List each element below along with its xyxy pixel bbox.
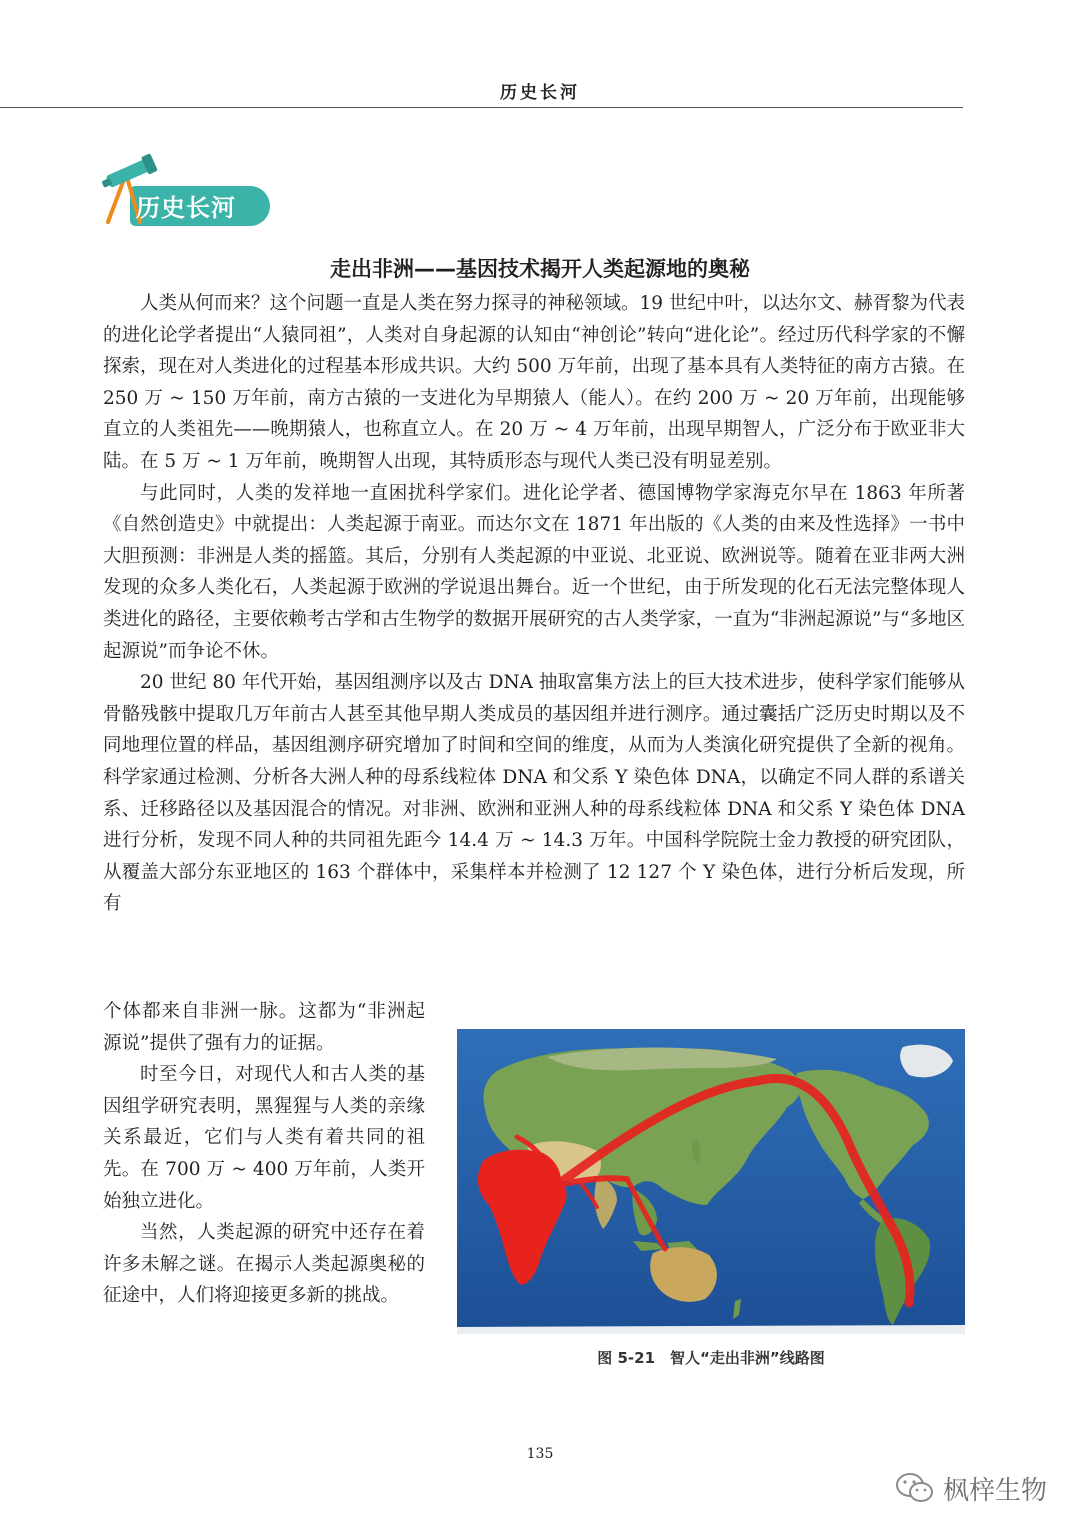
article-body-wrapped: [103, 996, 425, 1312]
paragraph-5: 当然，人类起源的研究中还存在着许多未解之谜。在揭示人类起源奥秘的征途中，人们将迎接更多新的挑战。: [103, 1222, 425, 1307]
paragraph-3-continued: 个体都来自非洲一脉。这都为“非洲起源说”提供了强有力的证据。: [103, 1001, 425, 1054]
article-body: [103, 288, 965, 920]
figure-caption: 图 5-21 智人“走出非洲”线路图: [597, 1349, 825, 1367]
paragraph-1: 人类从何而来？这个问题一直是人类在努力探寻的神秘领域。19 世纪中叶，以达尔文、赫胥黎为代表的进化论学者提出“人猿同祖”，人类对自身起源的认知由“神创论”转向“进化论”。经过历代科学家的不懈探索，现在对人类进化的过程基本形成共识。大约 500 万年前，出现了基本具有人类特征的南方古猿。在 250 万 ~ 150 万年前，南方古猿的一支进化为早期猿人（能人）。在约 200 万 ~ 20 万年前，出现能够直立的人类祖先——晚期猿人，也称直立人。在 20 万 ~ 4 万年前，出现早期智人，广泛分布于欧亚非大陆。在 5 万 ~ 1 万年前，晚期智人出现，其特质形态与现代人类已没有明显差别。: [103, 293, 965, 472]
section-badge: [100, 150, 272, 230]
paragraph-4: 时至今日，对现代人和古人类的基因组学研究表明，黑猩猩与人类的亲缘关系最近，它们与人类有着共同的祖先。在 700 万 ~ 400 万年前，人类开始独立进化。: [103, 1064, 425, 1212]
migration-map: [457, 1029, 965, 1334]
section-badge-label: 历史长河: [136, 194, 236, 222]
running-header-title: 历史长河: [500, 83, 580, 103]
migration-map-figure: [457, 1029, 965, 1334]
page-number: 135: [526, 1446, 554, 1462]
watermark: [895, 1468, 1047, 1508]
header-rule: [0, 107, 963, 108]
article-title: 走出非洲——基因技术揭开人类起源地的奥秘: [330, 257, 750, 281]
watermark-text: 枫梓生物: [943, 1475, 1048, 1506]
wechat-icon: [895, 1471, 935, 1505]
paragraph-3: 20 世纪 80 年代开始，基因组测序以及古 DNA 抽取富集方法上的巨大技术进步，使科学家们能够从骨骼残骸中提取几万年前古人甚至其他早期人类成员的基因组并进行测序。通过囊括广泛历史时期以及不同地理位置的样品，基因组测序研究增加了时间和空间的维度，从而为人类演化研究提供了全新的视角。科学家通过检测、分析各大洲人种的母系线粒体 DNA 和父系 Y 染色体 DNA，以确定不同人群的系谱关系、迁移路径以及基因混合的情况。对非洲、欧洲和亚洲人种的母系线粒体 DNA 和父系 Y 染色体 DNA 进行分析，发现不同人种的共同祖先距今 14.4 万 ~ 14.3 万年。中国科学院院士金力教授的研究团队，从覆盖大部分东亚地区的 163 个群体中，采集样本并检测了 12 127 个 Y 染色体，进行分析后发现，所有: [103, 672, 965, 915]
paragraph-2: 与此同时，人类的发祥地一直困扰科学家们。进化论学者、德国博物学家海克尔早在 1863 年所著《自然创造史》中就提出：人类起源于南亚。而达尔文在 1871 年出版的《人类的由来及性选择》一书中大胆预测：非洲是人类的摇篮。其后，分别有人类起源的中亚说、北亚说、欧洲说等。随着在亚非两大洲发现的众多人类化石，人类起源于欧洲的学说退出舞台。近一个世纪，由于所发现的化石无法完整体现人类进化的路径，主要依赖考古学和古生物学的数据开展研究的古人类学家，一直为“非洲起源说”与“多地区起源说”而争论不休。: [103, 482, 965, 662]
